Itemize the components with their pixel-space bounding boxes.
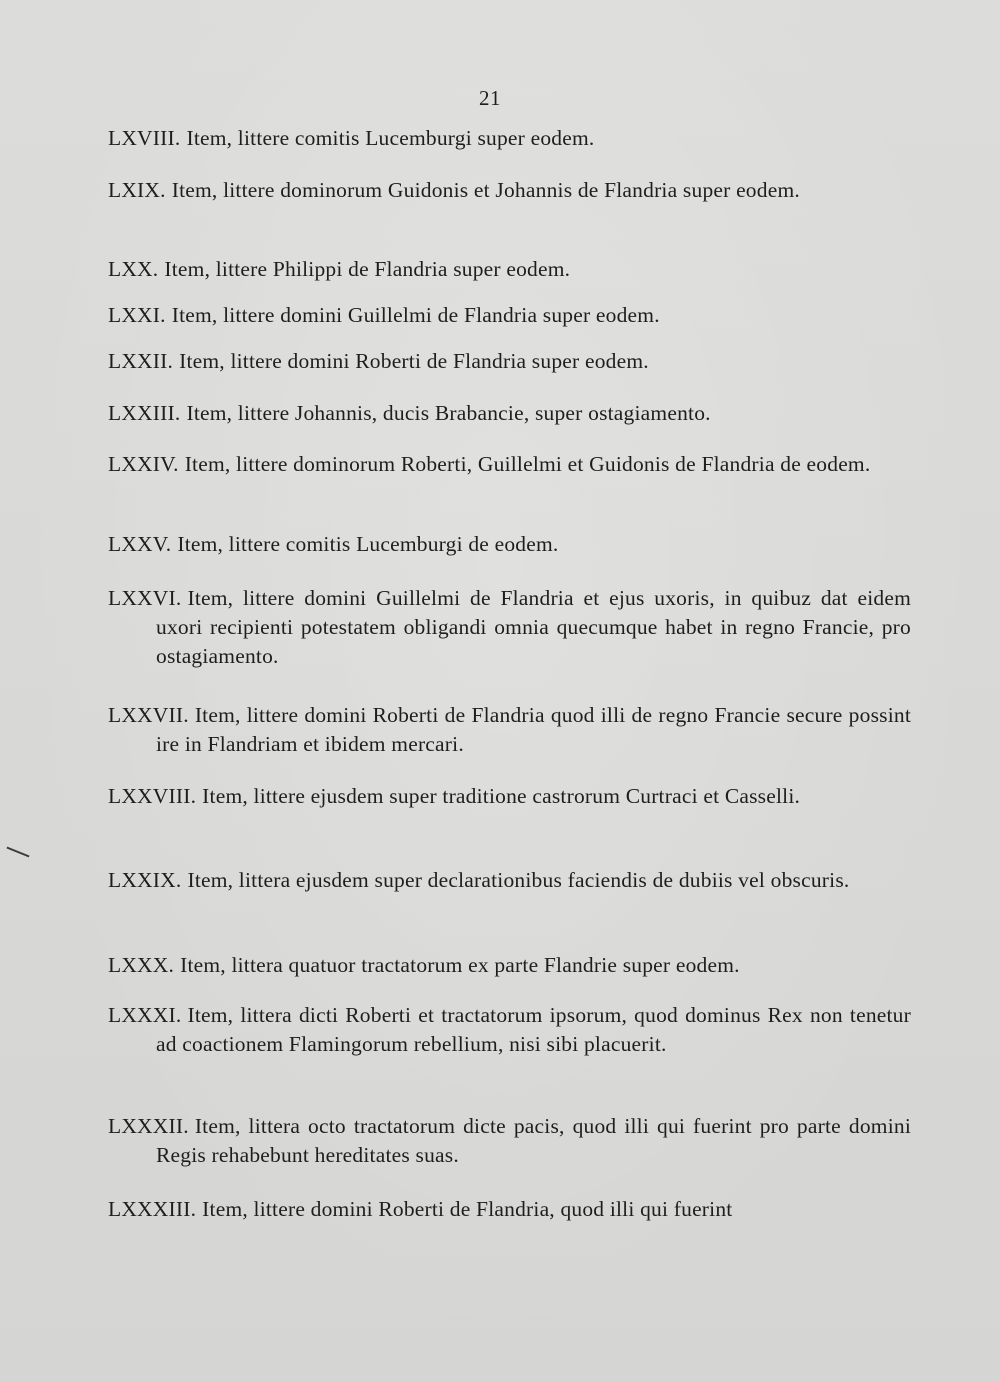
entry-text: Item, littere domini Roberti de Flandria, quod illi qui fuerint: [202, 1197, 733, 1221]
entry-text: Item, littere comitis Lucemburgi de eodem.: [177, 532, 559, 556]
entry-text: Item, littere domini Guillelmi de Flandria super eodem.: [171, 303, 660, 327]
entry-number: LXXX.: [108, 953, 175, 977]
entry-text: Item, littere domini Roberti de Flandria super eodem.: [179, 349, 649, 373]
entry-lxxxi: [108, 1001, 911, 1059]
entry-lxxvi: [108, 584, 911, 671]
entry-text: Item, littera quatuor tractatorum ex parte Flandrie super eodem.: [180, 953, 740, 977]
entry-number: LXXI.: [108, 303, 166, 327]
entry-number: LXXXIII.: [108, 1197, 197, 1221]
entry-text: Item, littera dicti Roberti et tractatorum ipsorum, quod dominus Rex non tenetur ad coactionem Flamingorum rebellium, nisi sibi placuerit.: [156, 1003, 911, 1056]
entry-number: LXXXII.: [108, 1114, 189, 1138]
entry-lxxi: [108, 301, 911, 330]
entry-number: LXXIV.: [108, 452, 179, 476]
entry-number: LXXVII.: [108, 703, 189, 727]
entry-number: LXXIII.: [108, 401, 181, 425]
entry-text: Item, littere ejusdem super traditione castrorum Curtraci et Casselli.: [202, 784, 801, 808]
entry-lxxv: [108, 530, 911, 559]
entry-text: Item, littera octo tractatorum dicte pacis, quod illi qui fuerint pro parte domini Regis rehabebunt hereditates suas.: [156, 1114, 911, 1167]
entry-lxxxiii: [108, 1195, 911, 1224]
entry-text: Item, littere Johannis, ducis Brabancie, super ostagiamento.: [186, 401, 711, 425]
entry-lxxviii: [108, 782, 911, 811]
entry-number: LXXVIII.: [108, 784, 197, 808]
entry-number: LXXXI.: [108, 1003, 182, 1027]
entry-lxxix: [108, 866, 911, 895]
entry-lxix: [108, 176, 911, 205]
entry-number: LXVIII.: [108, 126, 181, 150]
entry-text: Item, littere dominorum Guidonis et Johannis de Flandria super eodem.: [171, 178, 800, 202]
entry-text: Item, littere domini Guillelmi de Flandria et ejus uxoris, in quibuz dat eidem uxori recipienti potestatem obligandi omnia quecumque habet in regno Francie, pro ostagiamento.: [156, 586, 911, 668]
entry-number: LXXVI.: [108, 586, 182, 610]
entry-text: Item, littere domini Roberti de Flandria quod illi de regno Francie secure possint ire in Flandriam et ibidem mercari.: [156, 703, 911, 756]
entry-number: LXX.: [108, 257, 159, 281]
entry-text: Item, littere comitis Lucemburgi super eodem.: [186, 126, 595, 150]
entry-text: Item, littere Philippi de Flandria super eodem.: [164, 257, 571, 281]
entry-number: LXIX.: [108, 178, 166, 202]
entry-number: LXXV.: [108, 532, 172, 556]
page-number: 21: [479, 86, 501, 110]
entry-lxx: [108, 255, 911, 284]
entry-lxxiv: [108, 450, 911, 479]
entry-number: LXXIX.: [108, 868, 182, 892]
entry-lxxvii: [108, 701, 911, 759]
entry-lxxxii: [108, 1112, 911, 1170]
entry-number: LXXII.: [108, 349, 174, 373]
margin-pencil-mark: [6, 847, 29, 858]
entry-text: Item, littera ejusdem super declarationibus faciendis de dubiis vel obscuris.: [187, 868, 850, 892]
entry-text: Item, littere dominorum Roberti, Guillelmi et Guidonis de Flandria de eodem.: [184, 452, 871, 476]
entry-lxviii: [108, 124, 911, 153]
entry-lxxx: [108, 951, 911, 980]
entry-lxxiii: [108, 399, 911, 428]
entry-lxxii: [108, 347, 911, 376]
